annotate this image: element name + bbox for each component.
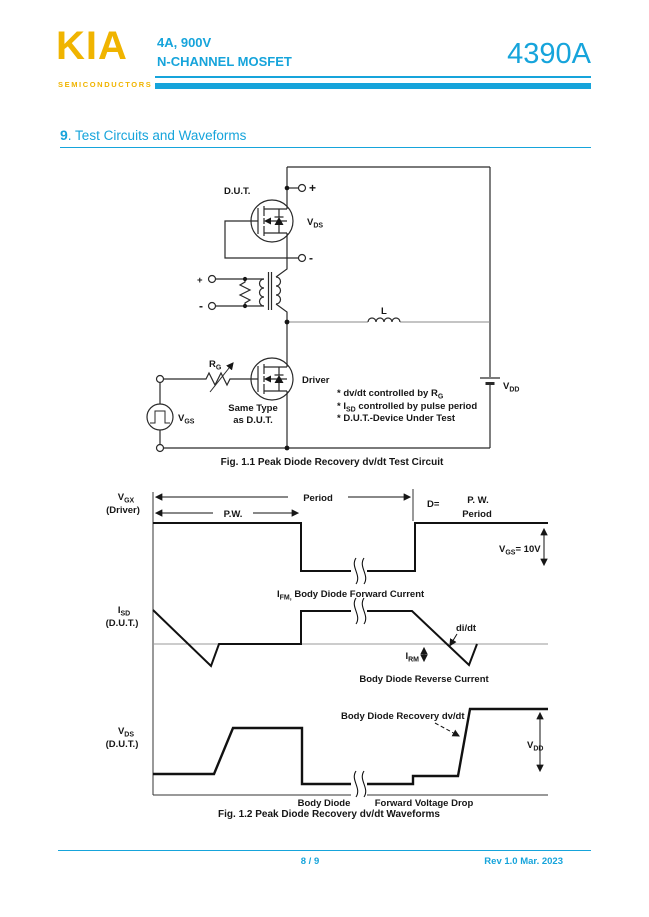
label-vgs: $V_{GS}$	[178, 413, 195, 426]
row3-label: $V_{DS}$	[117, 726, 135, 739]
period-label: Period	[303, 493, 333, 504]
reverse-current-annotation: Body Diode Reverse Current	[359, 674, 489, 685]
irm-label: $I_{RM}$	[405, 651, 419, 664]
xfmr-secondary-coil	[276, 277, 281, 304]
fig2-waveforms	[106, 489, 548, 820]
label-vds: $V_{DS}$	[307, 217, 324, 230]
duty-fraction-numerator: P. W.	[467, 495, 489, 506]
fig2-caption: Fig. 1.2 Peak Diode Recovery dv/dt Waveforms	[218, 809, 440, 820]
kia-logo: KIA	[56, 24, 128, 68]
recovery-annotation: Body Diode Recovery dv/dt	[341, 711, 465, 722]
minus-terminal-label: -	[309, 251, 313, 265]
footer-rule	[58, 850, 591, 851]
row1-label-paren: (Driver)	[106, 505, 140, 516]
vgs-pulse-source	[147, 404, 173, 430]
label-driver: Driver	[302, 375, 330, 386]
vdd-level-label: $V_{DD}$	[527, 740, 544, 753]
duty-equals-label: D=	[427, 499, 440, 510]
part-number: 4390A	[507, 38, 591, 70]
device-type: N-CHANNEL MOSFET	[157, 54, 292, 69]
vgx-trace	[153, 523, 548, 571]
row2-label-paren: (D.U.T.)	[105, 618, 139, 629]
label-same-type-1: Same Type	[228, 403, 278, 414]
duty-fraction-denominator: Period	[462, 509, 492, 520]
xfmr-minus-label: -	[199, 299, 203, 313]
didt-label: di/dt	[456, 623, 477, 634]
note-dvdt: * dv/dt controlled by $R_G$	[337, 388, 444, 401]
xfmr-primary-leads	[216, 279, 264, 306]
ifm-annotation: $I_{FM,}$ Body Diode Forward Current	[277, 589, 425, 602]
label-dut: D.U.T.	[224, 186, 251, 197]
xfmr-core	[269, 272, 272, 310]
label-inductor: L	[381, 306, 387, 317]
plus-terminal-label: +	[309, 181, 317, 195]
section-title: . Test Circuits and Waveforms	[67, 128, 247, 143]
row1-label: $V_{GX}$	[117, 492, 135, 505]
inductor-coil	[368, 318, 400, 322]
pulse-glyph	[150, 411, 170, 423]
xfmr-secondary-bottom-wire	[276, 304, 287, 322]
fig1-caption: Fig. 1.1 Peak Diode Recovery dv/dt Test Circuit	[220, 457, 444, 468]
label-rg: $R_G$	[209, 359, 222, 372]
body-diode-label: Body Diode	[297, 798, 351, 809]
dut-source-wire	[276, 245, 287, 277]
xfmr-plus-label: +	[197, 275, 203, 286]
xfmr-primary-coil	[260, 279, 265, 306]
rg-resistor	[202, 373, 234, 385]
row2-label: $I_{SD}$	[117, 605, 131, 618]
row3-label-paren: (D.U.T.)	[105, 739, 139, 750]
recovery-pointer-arrow	[435, 723, 459, 736]
label-vdd: $V_{DD}$	[503, 381, 520, 394]
note-isd: * $I_{SD}$ controlled by pulse period	[337, 401, 478, 414]
vgs-10v-label: $V_{GS}= 10V$	[499, 544, 541, 557]
label-same-type-2: as D.U.T.	[233, 415, 273, 426]
forward-voltage-drop-label: Forward Voltage Drop	[374, 798, 474, 809]
device-rating: 4A, 900V	[157, 35, 212, 50]
isd-trace	[153, 610, 477, 666]
pw-label: P.W.	[223, 509, 243, 520]
note-dut: * D.U.T.-Device Under Test	[337, 413, 456, 424]
dimension-arrows	[156, 497, 544, 771]
revision-label: Rev 1.0 Mar. 2023	[484, 856, 563, 867]
page-number: 8 / 9	[300, 856, 320, 867]
kia-logo-subtitle: SEMICONDUCTORS	[58, 80, 153, 89]
damping-resistor	[240, 279, 250, 306]
section-number: 9	[60, 127, 68, 143]
